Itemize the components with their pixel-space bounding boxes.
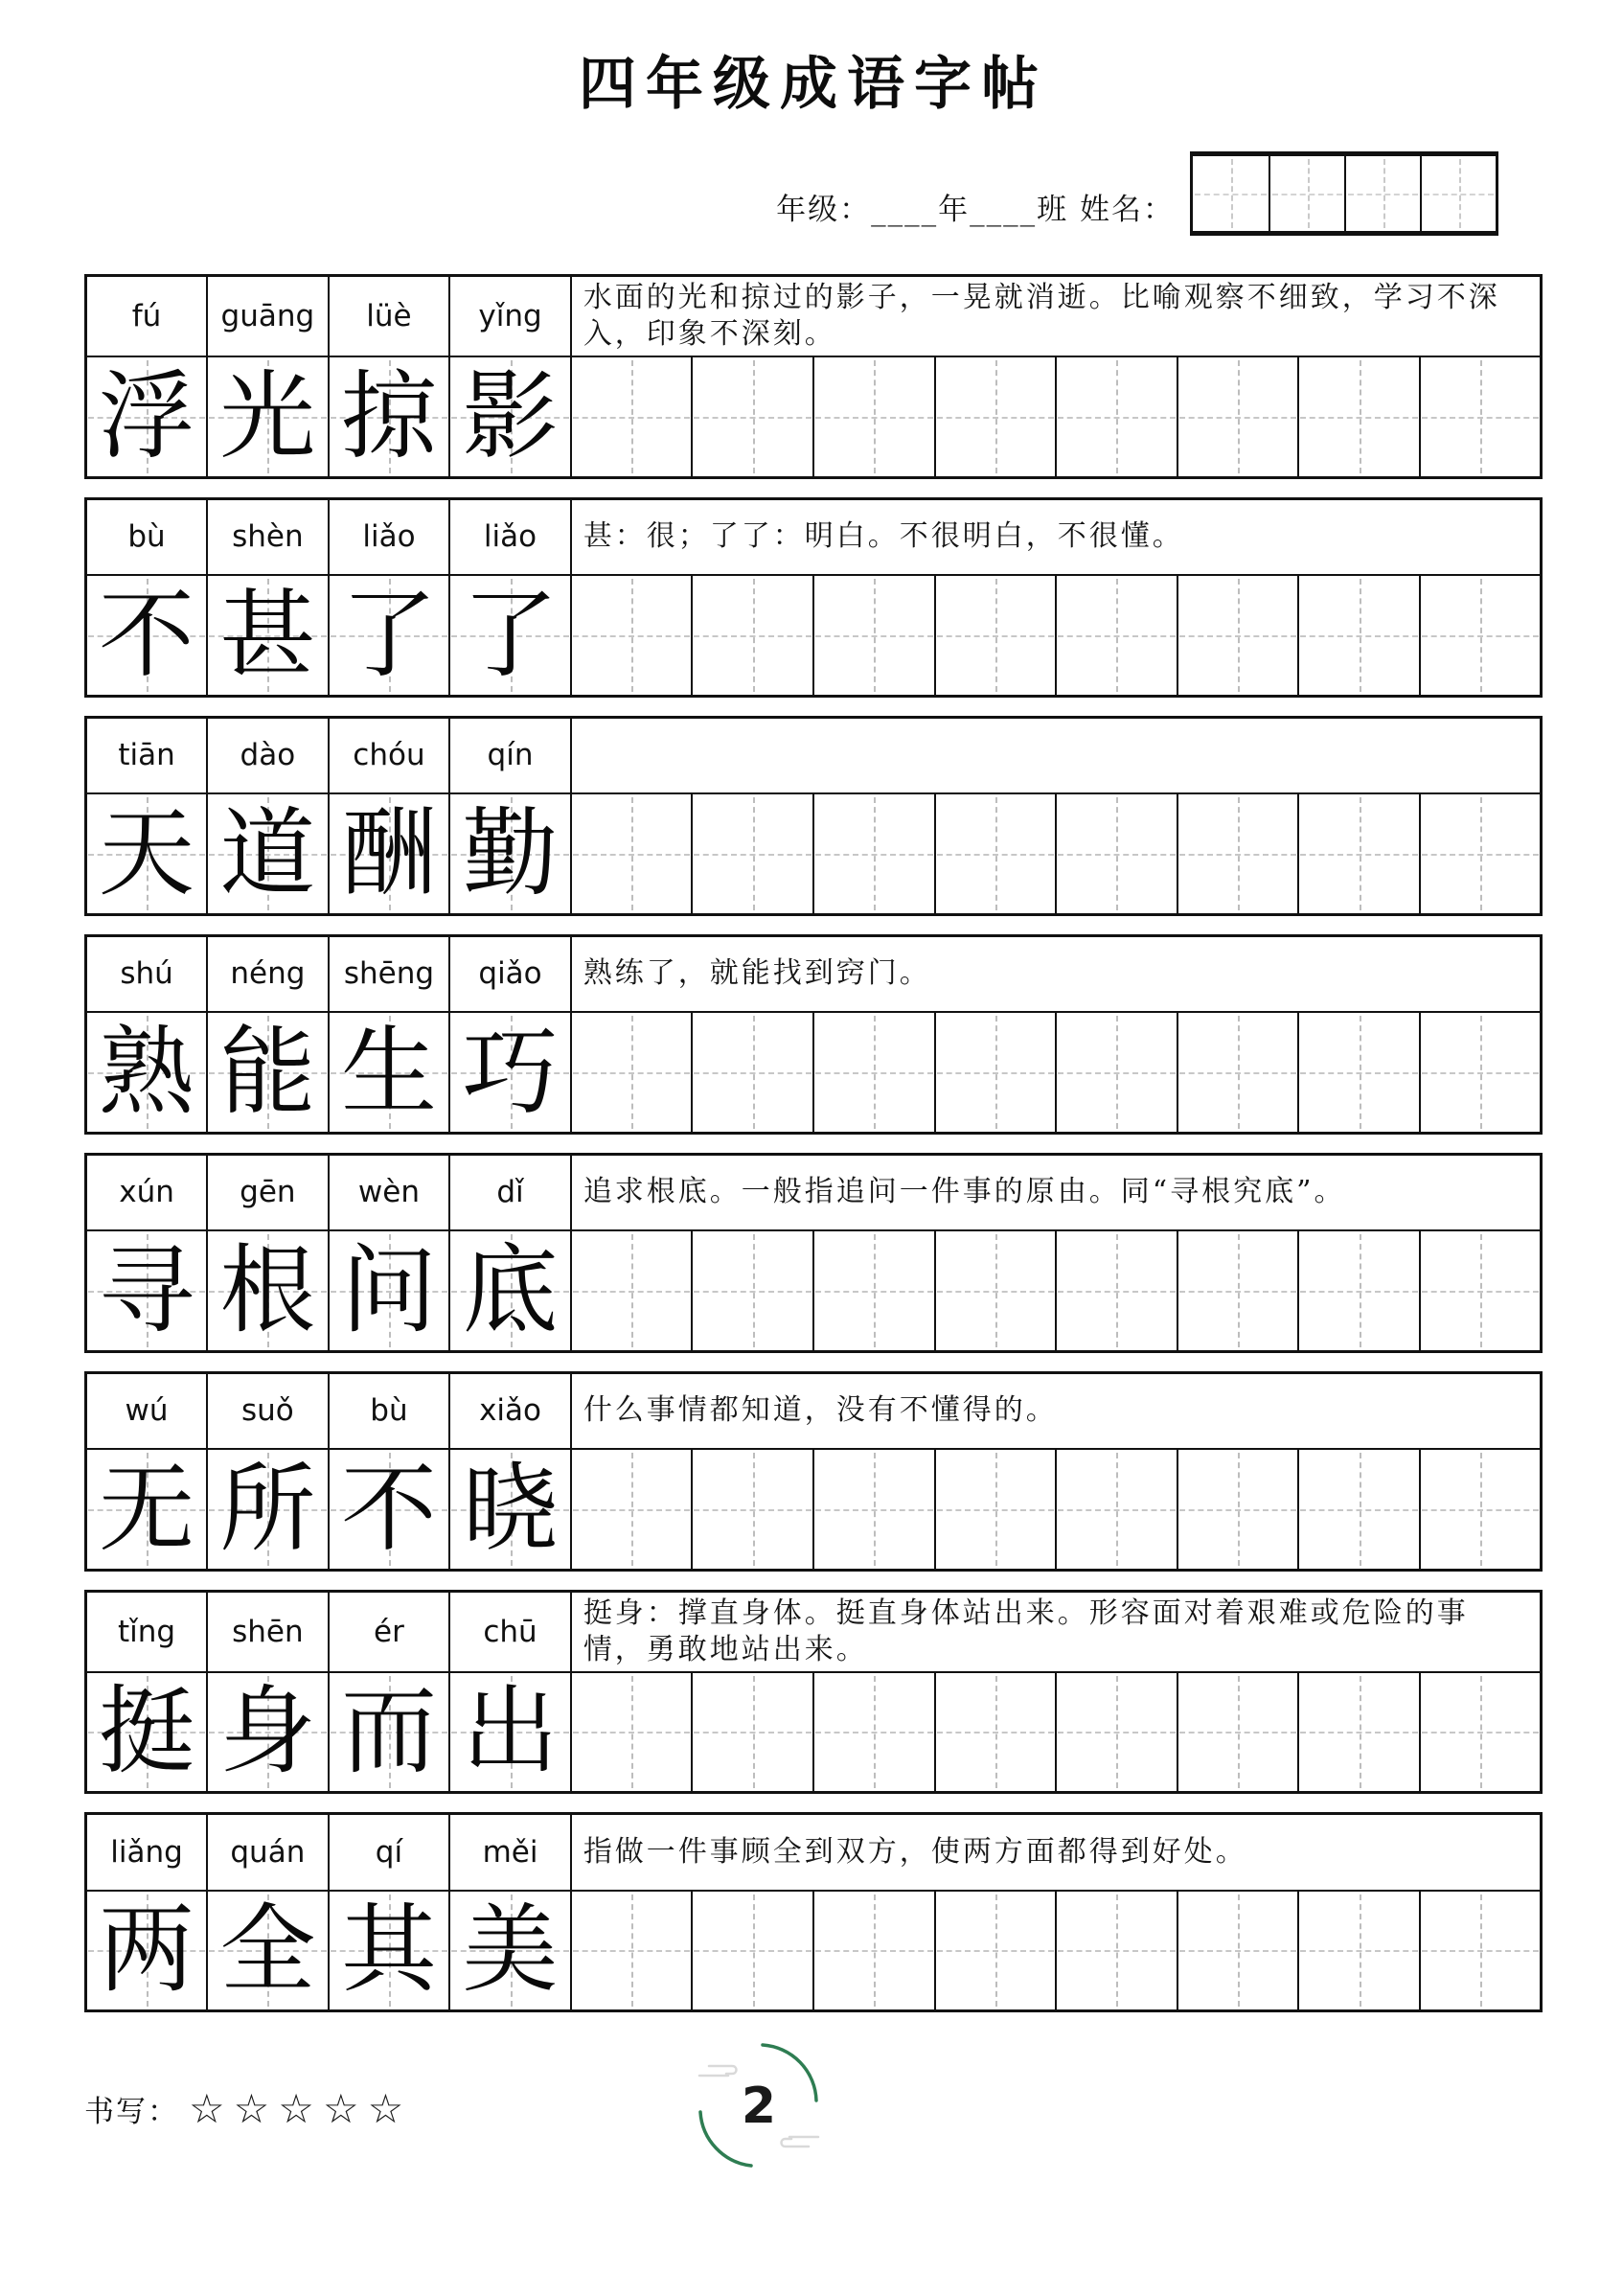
definition-cell: 挺身：撑直身体。挺直身体站出来。形容面对着艰难或危险的事情，勇敢地站出来。 — [571, 1591, 1542, 1672]
model-character: 根 — [219, 1233, 316, 1346]
model-character-cell — [329, 1891, 450, 2011]
idiom-block — [84, 934, 1543, 1135]
model-character: 影 — [462, 359, 559, 472]
pinyin-definition-row — [86, 1591, 1542, 1672]
practice-cell — [1298, 793, 1420, 914]
pinyin-cell: shú — [86, 935, 208, 1012]
model-character: 美 — [462, 1894, 559, 2007]
pinyin-cell: fú — [86, 276, 208, 357]
practice-cell — [1420, 1449, 1542, 1570]
practice-cell — [692, 575, 813, 696]
model-character: 生 — [340, 1015, 437, 1128]
model-character-cell — [449, 575, 571, 696]
model-character-cell — [86, 1230, 208, 1351]
practice-cell — [1056, 356, 1177, 477]
name-writing-grid — [1190, 151, 1498, 236]
practice-cell — [935, 356, 1057, 477]
model-character-cell — [207, 1012, 329, 1133]
model-character-cell — [207, 1672, 329, 1793]
pinyin-cell: néng — [207, 935, 329, 1012]
practice-cell — [1298, 356, 1420, 477]
practice-cell — [1420, 575, 1542, 696]
name-grid-cell — [1193, 156, 1269, 231]
model-character: 不 — [99, 578, 195, 691]
practice-cell — [813, 1891, 935, 2011]
pinyin-cell: bù — [329, 1372, 450, 1449]
practice-cell — [571, 1449, 693, 1570]
practice-cell — [571, 793, 693, 914]
practice-cell — [692, 1230, 813, 1351]
pinyin-cell: měi — [449, 1814, 571, 1891]
pinyin-cell: quán — [207, 1814, 329, 1891]
model-character-cell — [86, 1672, 208, 1793]
pinyin-cell: liǎo — [449, 498, 571, 575]
practice-cell — [571, 575, 693, 696]
model-character-cell — [86, 1891, 208, 2011]
practice-cell — [813, 1230, 935, 1351]
pinyin-cell: dào — [207, 717, 329, 793]
practice-cell — [692, 1891, 813, 2011]
idiom-block — [84, 1371, 1543, 1572]
pinyin-cell: guāng — [207, 276, 329, 357]
definition-cell: 追求根底。一般指追问一件事的原由。同“寻根究底”。 — [571, 1154, 1542, 1230]
practice-cell — [1298, 1230, 1420, 1351]
model-character: 浮 — [99, 359, 195, 472]
model-character: 了 — [340, 578, 437, 691]
practice-cell — [1177, 1012, 1299, 1133]
model-character-cell — [207, 575, 329, 696]
model-character: 甚 — [219, 578, 316, 691]
pinyin-cell: wú — [86, 1372, 208, 1449]
practice-cell — [935, 1012, 1057, 1133]
model-character: 问 — [340, 1233, 437, 1346]
practice-cell — [571, 1672, 693, 1793]
character-practice-row — [86, 1230, 1542, 1351]
model-character: 晓 — [462, 1452, 559, 1565]
model-character-cell — [207, 1449, 329, 1570]
name-grid-cell — [1269, 156, 1344, 231]
practice-cell — [692, 1672, 813, 1793]
model-character: 寻 — [99, 1233, 195, 1346]
practice-cell — [813, 356, 935, 477]
page-number-decoration — [686, 2033, 830, 2177]
model-character-cell — [449, 1449, 571, 1570]
practice-cell — [813, 1449, 935, 1570]
model-character: 而 — [340, 1675, 437, 1788]
model-character-cell — [86, 575, 208, 696]
model-character: 酬 — [340, 796, 437, 909]
idiom-block — [84, 497, 1543, 698]
practice-cell — [1420, 1230, 1542, 1351]
model-character: 出 — [462, 1675, 559, 1788]
practice-cell — [1056, 1012, 1177, 1133]
definition-cell — [571, 717, 1542, 793]
model-character-cell — [86, 1449, 208, 1570]
idiom-block — [84, 274, 1543, 479]
model-character: 全 — [219, 1894, 316, 2007]
practice-cell — [692, 356, 813, 477]
pinyin-definition-row — [86, 717, 1542, 793]
model-character-cell — [207, 356, 329, 477]
pinyin-cell: tiān — [86, 717, 208, 793]
pinyin-definition-row — [86, 276, 1542, 357]
model-character: 巧 — [462, 1015, 559, 1128]
pinyin-cell: qín — [449, 717, 571, 793]
definition-cell: 水面的光和掠过的影子，一晃就消逝。比喻观察不细致，学习不深入，印象不深刻。 — [571, 276, 1542, 357]
pinyin-definition-row — [86, 498, 1542, 575]
pinyin-definition-row — [86, 1154, 1542, 1230]
practice-cell — [692, 1012, 813, 1133]
character-practice-row — [86, 1672, 1542, 1793]
page-footer — [84, 2033, 1543, 2196]
practice-cell — [1056, 1672, 1177, 1793]
character-practice-row — [86, 356, 1542, 477]
model-character: 底 — [462, 1233, 559, 1346]
model-character-cell — [449, 356, 571, 477]
practice-cell — [1177, 356, 1299, 477]
writing-score — [84, 2084, 413, 2132]
pinyin-cell: suǒ — [207, 1372, 329, 1449]
model-character: 两 — [99, 1894, 195, 2007]
practice-cell — [1177, 575, 1299, 696]
model-character-cell — [449, 1230, 571, 1351]
star-rating-icons: ☆☆☆☆☆ — [189, 2084, 413, 2132]
practice-cell — [1420, 1891, 1542, 2011]
pinyin-cell: chū — [449, 1591, 571, 1672]
idiom-block — [84, 1812, 1543, 2012]
model-character: 挺 — [99, 1675, 195, 1788]
pinyin-cell: chóu — [329, 717, 450, 793]
model-character-cell — [329, 1449, 450, 1570]
pinyin-definition-row — [86, 935, 1542, 1012]
pinyin-definition-row — [86, 1372, 1542, 1449]
practice-cell — [935, 1449, 1057, 1570]
practice-cell — [1298, 575, 1420, 696]
pinyin-cell: shēn — [207, 1591, 329, 1672]
model-character-cell — [329, 1230, 450, 1351]
student-info-header — [84, 149, 1498, 236]
pinyin-cell: qí — [329, 1814, 450, 1891]
practice-cell — [1420, 356, 1542, 477]
model-character-cell — [329, 1672, 450, 1793]
practice-cell — [1056, 1449, 1177, 1570]
character-practice-row — [86, 1012, 1542, 1133]
model-character: 勤 — [462, 796, 559, 909]
name-grid-cell — [1344, 156, 1420, 231]
model-character: 道 — [219, 796, 316, 909]
practice-cell — [813, 1012, 935, 1133]
character-practice-row — [86, 793, 1542, 914]
practice-cell — [935, 1672, 1057, 1793]
page-title: 四年级成语字帖 — [579, 51, 1048, 118]
model-character-cell — [86, 356, 208, 477]
model-character-cell — [329, 1012, 450, 1133]
idiom-block — [84, 1153, 1543, 1353]
model-character-cell — [86, 1012, 208, 1133]
model-character-cell — [207, 793, 329, 914]
model-character: 其 — [340, 1894, 437, 2007]
practice-cell — [1298, 1449, 1420, 1570]
definition-cell: 指做一件事顾全到双方，使两方面都得到好处。 — [571, 1814, 1542, 1891]
model-character: 不 — [340, 1452, 437, 1565]
page-number-ornament — [686, 2033, 830, 2177]
pinyin-cell: shēng — [329, 935, 450, 1012]
cloud-ornament-icon — [782, 2137, 819, 2147]
practice-cell — [692, 1449, 813, 1570]
model-character: 光 — [219, 359, 316, 472]
practice-cell — [692, 793, 813, 914]
model-character-cell — [207, 1891, 329, 2011]
idiom-block — [84, 1590, 1543, 1795]
model-character: 天 — [99, 796, 195, 909]
model-character-cell — [449, 1891, 571, 2011]
pinyin-cell: liǎo — [329, 498, 450, 575]
model-character: 掠 — [340, 359, 437, 472]
model-character-cell — [86, 793, 208, 914]
practice-cell — [571, 1012, 693, 1133]
practice-cell — [1298, 1012, 1420, 1133]
practice-cell — [571, 1230, 693, 1351]
practice-cell — [813, 793, 935, 914]
page-number: 2 — [741, 2078, 777, 2135]
model-character: 所 — [219, 1452, 316, 1565]
practice-cell — [1056, 1891, 1177, 2011]
pinyin-cell: gēn — [207, 1154, 329, 1230]
pinyin-cell: yǐng — [449, 276, 571, 357]
pinyin-cell: bù — [86, 498, 208, 575]
model-character-cell — [207, 1230, 329, 1351]
practice-cell — [1177, 1891, 1299, 2011]
grade-class-name-line: 年级：____年____班 姓名： — [776, 193, 1175, 227]
practice-cell — [935, 1230, 1057, 1351]
pinyin-cell: tǐng — [86, 1591, 208, 1672]
practice-cell — [935, 575, 1057, 696]
definition-cell: 熟练了，就能找到窍门。 — [571, 935, 1542, 1012]
cloud-ornament-icon — [699, 2066, 737, 2076]
definition-cell: 甚：很；了了：明白。不很明白，不很懂。 — [571, 498, 1542, 575]
practice-cell — [1177, 1230, 1299, 1351]
character-practice-row — [86, 1449, 1542, 1570]
idiom-blocks-list — [84, 274, 1543, 2012]
pinyin-cell: ér — [329, 1591, 450, 1672]
model-character-cell — [329, 575, 450, 696]
model-character: 身 — [219, 1675, 316, 1788]
practice-cell — [571, 356, 693, 477]
practice-cell — [1298, 1672, 1420, 1793]
character-practice-row — [86, 1891, 1542, 2011]
pinyin-cell: lüè — [329, 276, 450, 357]
pinyin-cell: wèn — [329, 1154, 450, 1230]
practice-cell — [1177, 793, 1299, 914]
pinyin-cell: liǎng — [86, 1814, 208, 1891]
practice-cell — [1420, 1012, 1542, 1133]
model-character: 了 — [462, 578, 559, 691]
name-grid-cell — [1420, 156, 1496, 231]
model-character: 熟 — [99, 1015, 195, 1128]
pinyin-cell: dǐ — [449, 1154, 571, 1230]
pinyin-cell: xiǎo — [449, 1372, 571, 1449]
pinyin-cell: shèn — [207, 498, 329, 575]
practice-cell — [1298, 1891, 1420, 2011]
idiom-block — [84, 716, 1543, 916]
pinyin-cell: xún — [86, 1154, 208, 1230]
practice-cell — [1177, 1449, 1299, 1570]
practice-cell — [935, 1891, 1057, 2011]
model-character-cell — [449, 1012, 571, 1133]
practice-cell — [1420, 793, 1542, 914]
practice-cell — [1177, 1672, 1299, 1793]
practice-cell — [571, 1891, 693, 2011]
practice-cell — [1420, 1672, 1542, 1793]
practice-cell — [1056, 1230, 1177, 1351]
practice-cell — [1056, 793, 1177, 914]
model-character-cell — [329, 793, 450, 914]
model-character: 能 — [219, 1015, 316, 1128]
model-character-cell — [449, 793, 571, 914]
practice-cell — [813, 575, 935, 696]
score-label: 书写： — [84, 2095, 179, 2129]
practice-cell — [935, 793, 1057, 914]
model-character-cell — [329, 356, 450, 477]
practice-cell — [1056, 575, 1177, 696]
model-character: 无 — [99, 1452, 195, 1565]
model-character-cell — [449, 1672, 571, 1793]
pinyin-definition-row — [86, 1814, 1542, 1891]
pinyin-cell: qiǎo — [449, 935, 571, 1012]
practice-cell — [813, 1672, 935, 1793]
definition-cell: 什么事情都知道，没有不懂得的。 — [571, 1372, 1542, 1449]
character-practice-row — [86, 575, 1542, 696]
